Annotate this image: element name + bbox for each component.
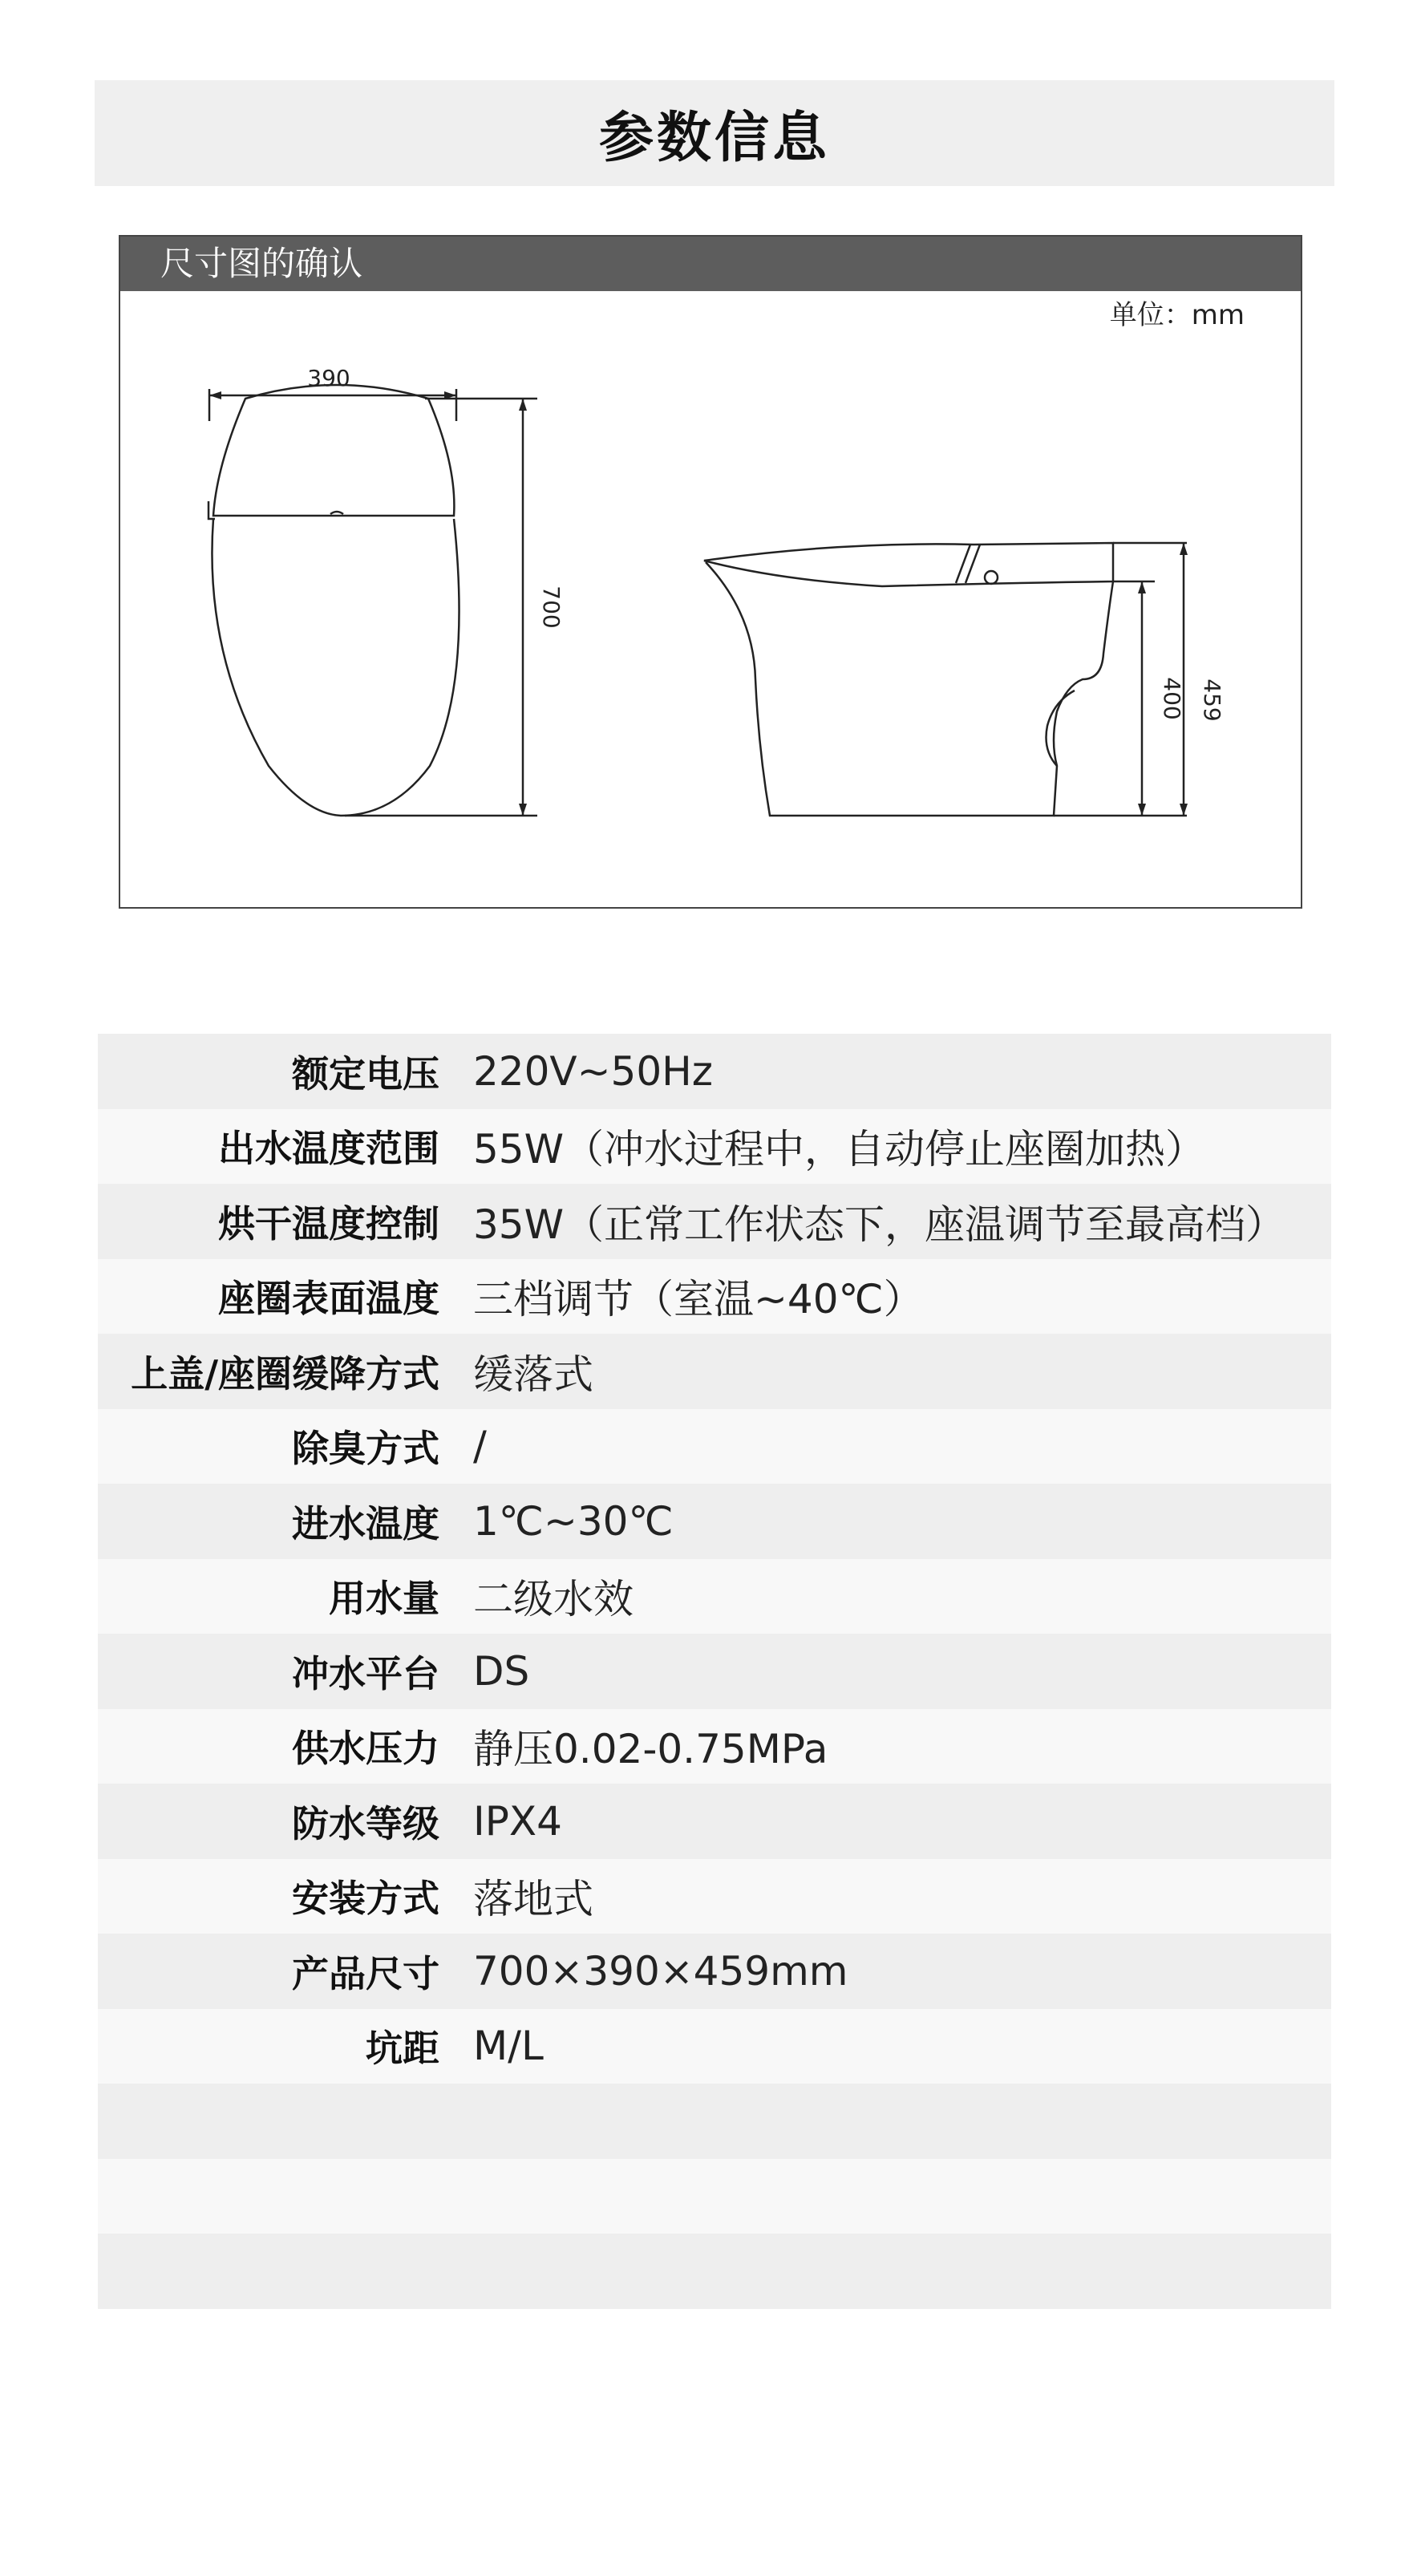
spec-label: 除臭方式 [292,1427,439,1471]
spec-value: 35W（正常工作状态下，座温调节至最高档） [473,1201,1286,1248]
spec-value: DS [473,1647,530,1695]
page-title-bar [95,80,1334,186]
spec-row [98,1184,1331,1259]
length-label: 700 [538,585,565,629]
spec-value: 静压0.02-0.75MPa [473,1726,828,1773]
side-view-button [985,571,998,584]
seat-height-label: 400 [1159,677,1185,720]
spec-value: / [473,1423,487,1470]
spec-label: 防水等级 [292,1801,439,1845]
spec-row [98,1934,1331,2009]
spec-label: 进水温度 [292,1501,439,1545]
dimension-section-header: 尺寸图的确认 [120,237,1301,291]
spec-label: 额定电压 [292,1051,439,1096]
spec-row [98,1109,1331,1185]
spec-value: 二级水效 [473,1576,634,1623]
spec-label: 用水量 [329,1577,439,1621]
spec-value: 55W（冲水过程中，自动停止座圈加热） [473,1126,1206,1173]
spec-table [98,1034,1331,2309]
spec-row [98,1409,1331,1484]
top-view-bowl [212,519,459,816]
total-height-label: 459 [1199,678,1225,722]
spec-row [98,2084,1331,2159]
spec-label: 出水温度范围 [218,1127,439,1171]
spec-row [98,1484,1331,1559]
toilet-dimension-drawing [120,237,1304,910]
dimension-drawing-panel [119,235,1302,909]
spec-value: 缓落式 [473,1351,593,1398]
spec-row [98,1559,1331,1634]
spec-label: 上盖/座圈缓降方式 [131,1351,439,1395]
spec-label: 烘干温度控制 [218,1201,439,1245]
spec-label: 座圈表面温度 [218,1277,439,1321]
unit-label: 单位：mm [1109,299,1245,331]
top-view-lid [213,385,454,516]
spec-value: M/L [473,2023,544,2070]
spec-row [98,1709,1331,1784]
spec-value: 700×390×459mm [473,1947,848,1995]
spec-label: 产品尺寸 [292,1951,439,1995]
spec-value: 1℃~30℃ [473,1497,674,1545]
spec-label: 安装方式 [292,1877,439,1921]
spec-row [98,2159,1331,2234]
spec-label: 坑距 [366,2027,439,2071]
spec-value: 落地式 [473,1876,593,1923]
spec-row [98,1784,1331,1859]
spec-row [98,2234,1331,2309]
width-label: 390 [307,365,350,391]
spec-value: IPX4 [473,1797,562,1845]
spec-row [98,1859,1331,1934]
spec-row [98,1034,1331,1109]
spec-label: 供水压力 [292,1727,439,1771]
spec-value: 220V~50Hz [473,1047,713,1095]
side-view-lid [704,543,1113,586]
spec-row [98,1259,1331,1335]
side-view-rear-detail [1047,691,1075,766]
spec-label: 冲水平台 [292,1651,439,1695]
spec-row [98,1334,1331,1409]
spec-value: 三档调节（室温~40℃） [473,1276,924,1323]
spec-row [98,2009,1331,2084]
side-view-body [706,562,1113,816]
spec-row [98,1634,1331,1709]
top-view-button [330,512,343,514]
page-title: 参数信息 [598,106,830,170]
